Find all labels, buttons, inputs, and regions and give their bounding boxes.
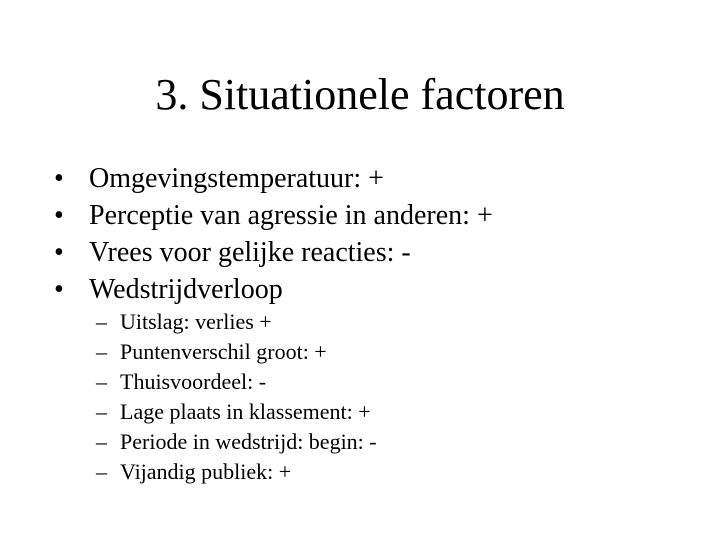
sub-bullet-text: Thuisvoordeel: -	[120, 369, 267, 394]
dash-marker-icon: –	[96, 399, 107, 424]
bullet-text: Wedstrijdverloop	[89, 274, 283, 305]
dash-marker-icon: –	[96, 429, 107, 454]
sub-bullet-text: Puntenverschil groot: +	[120, 339, 327, 364]
bullet-text: Omgevingstemperatuur: +	[89, 163, 384, 194]
bullet-marker-icon: •	[54, 274, 64, 305]
dash-marker-icon: –	[96, 309, 107, 334]
sub-bullet-text: Lage plaats in klassement: +	[120, 399, 371, 424]
sub-bullet-text: Vijandig publiek: +	[120, 459, 292, 484]
bullet-marker-icon: •	[54, 163, 64, 194]
slide-title: 3. Situationele factoren	[155, 70, 565, 119]
bullet-marker-icon: •	[54, 200, 64, 231]
sub-bullet-text: Periode in wedstrijd: begin: -	[120, 429, 377, 454]
dash-marker-icon: –	[96, 369, 107, 394]
bullet-marker-icon: •	[54, 237, 64, 268]
bullet-text: Perceptie van agressie in anderen: +	[89, 200, 493, 231]
dash-marker-icon: –	[96, 459, 107, 484]
bullet-text: Vrees voor gelijke reacties: -	[89, 237, 411, 268]
sub-bullet-text: Uitslag: verlies +	[120, 309, 272, 334]
dash-marker-icon: –	[96, 339, 107, 364]
